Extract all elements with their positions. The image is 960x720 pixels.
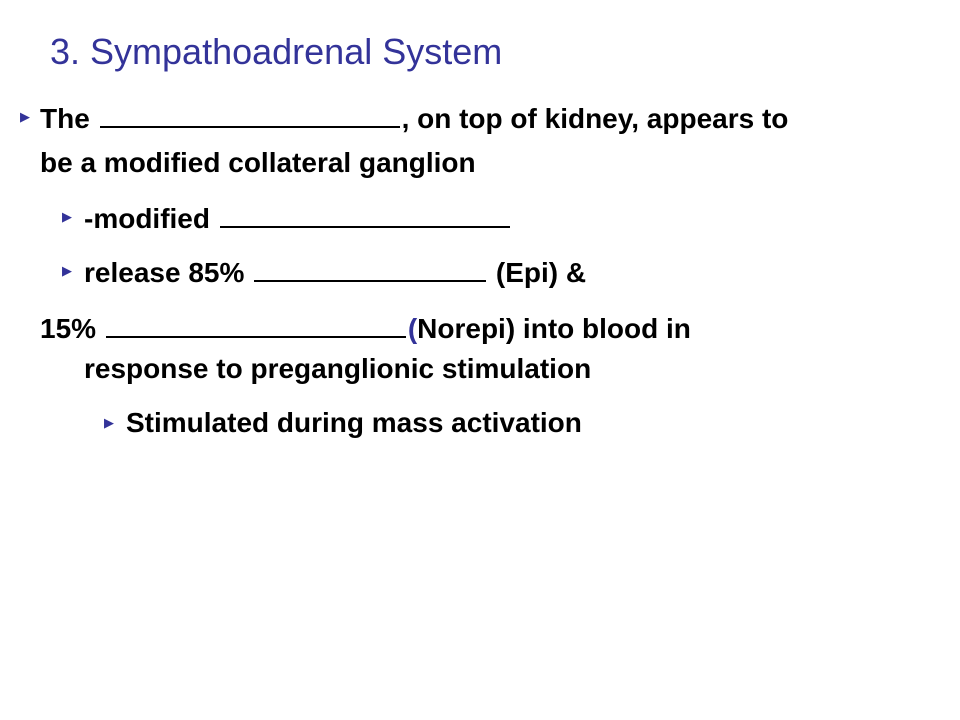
bullet-2-text: -modified — [84, 203, 210, 234]
bullet-5-line: Stimulated during mass activation — [126, 407, 582, 438]
bullet-1-text-end: , on top of kidney, appears to — [401, 103, 789, 134]
bullet-4-line-1 — [40, 310, 691, 346]
bullet-4-text-start: 15% — [40, 313, 97, 344]
bullet-4-text-end: Norepi) into blood in — [417, 313, 691, 344]
bullet-1-text-start: The — [40, 103, 90, 134]
bullet-3-text-start: release 85% — [84, 257, 245, 288]
bullet-3-line — [84, 254, 586, 290]
triangle-right-icon: ▶ — [20, 109, 30, 124]
bullet-2-line — [84, 200, 512, 236]
fill-in-blank-4 — [106, 310, 406, 338]
bullet-4-line-2: response to preganglionic stimulation — [84, 353, 592, 384]
bullet-3-text-end: (Epi) & — [495, 257, 587, 288]
bullet-1-line-1 — [40, 100, 788, 136]
fill-in-blank-3 — [254, 254, 486, 282]
fill-in-blank-2 — [220, 200, 510, 228]
bullet-1-line-2: be a modified collateral ganglion — [40, 147, 476, 178]
triangle-right-icon: ▶ — [62, 209, 72, 224]
triangle-right-icon: ▶ — [62, 263, 72, 278]
triangle-right-icon: ▶ — [104, 415, 114, 430]
bullet-4-paren: ( — [407, 313, 418, 344]
fill-in-blank-1 — [100, 100, 400, 128]
slide-title: 3. Sympathoadrenal System — [50, 31, 503, 72]
